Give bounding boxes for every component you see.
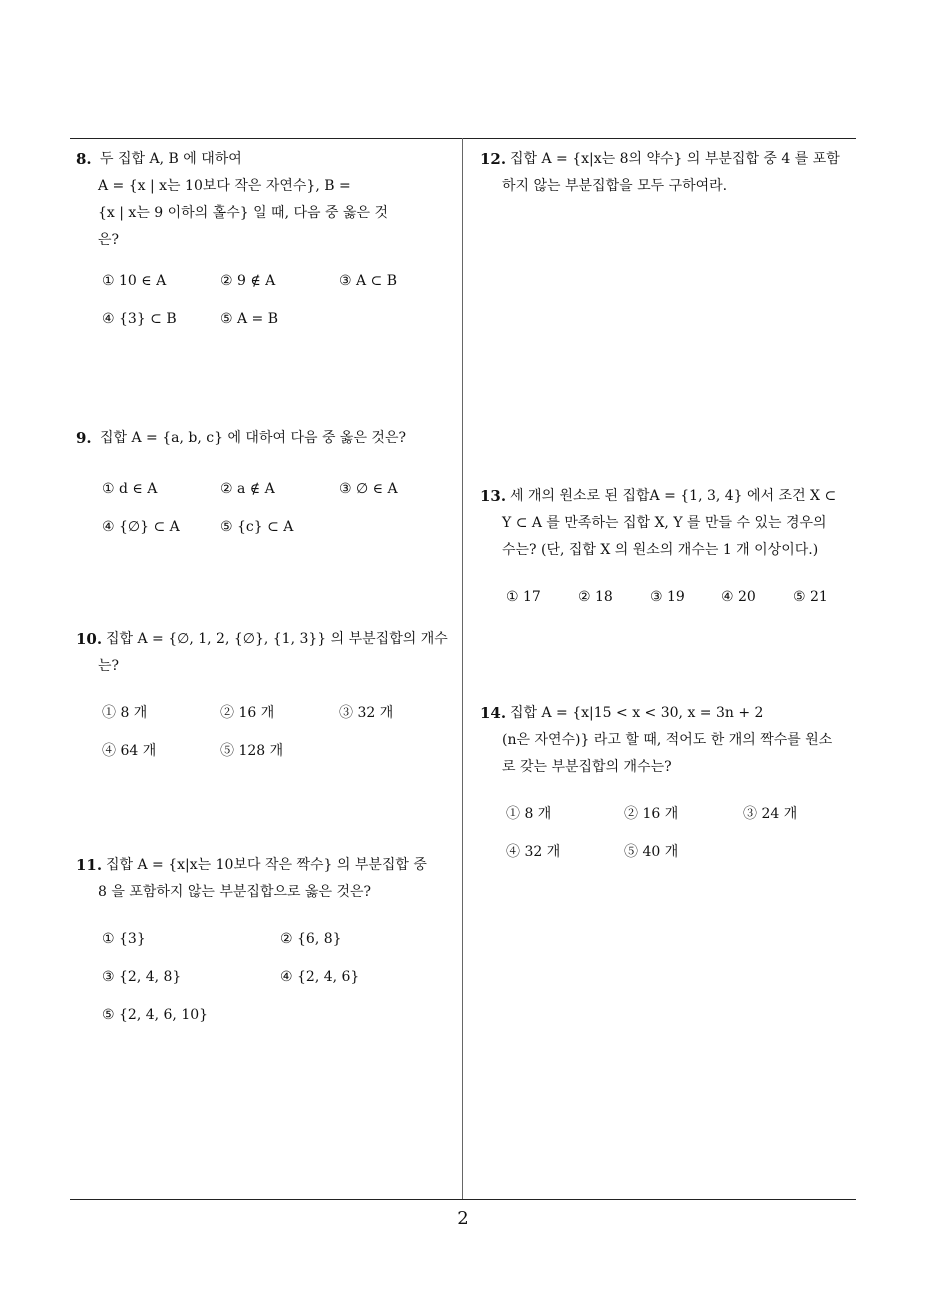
- option-2[interactable]: ② 16 개: [624, 806, 679, 822]
- option-5[interactable]: ⑤ 40 개: [624, 844, 679, 860]
- answer-options: [76, 476, 456, 552]
- option-1[interactable]: ① 8 개: [506, 806, 552, 822]
- question-line: 집합 A = {a, b, c} 에 대하여 다음 중 옳은 것은?: [100, 430, 406, 446]
- question-line: 세 개의 원소로 된 집합A = {1, 3, 4} 에서 조건 X ⊂: [510, 488, 837, 504]
- option-4[interactable]: ④ {∅} ⊂ A: [102, 519, 180, 535]
- answer-options: [480, 801, 860, 877]
- option-5[interactable]: ⑤ 21: [793, 589, 828, 605]
- option-1[interactable]: ① {3}: [102, 931, 146, 947]
- column-divider: [462, 138, 463, 1200]
- answer-options: [76, 268, 456, 344]
- answer-options: [480, 584, 860, 622]
- question-number: 11.: [76, 856, 103, 874]
- question-line: 로 갖는 부분집합의 개수는?: [502, 759, 672, 775]
- question-9: [76, 425, 456, 552]
- option-5[interactable]: ⑤ 128 개: [220, 743, 284, 759]
- question-14: [480, 700, 860, 877]
- question-number: 9.: [76, 429, 92, 447]
- option-3[interactable]: ③ 24 개: [743, 806, 798, 822]
- option-2[interactable]: ② 18: [578, 589, 613, 605]
- question-line: {x | x는 9 이하의 홀수} 일 때, 다음 중 옳은 것: [98, 205, 388, 221]
- question-line: 두 집합 A, B 에 대하여: [100, 151, 242, 167]
- question-number: 8.: [76, 150, 92, 168]
- option-2[interactable]: ② 16 개: [220, 705, 275, 721]
- question-13: [480, 483, 860, 622]
- option-1[interactable]: ① 17: [506, 589, 541, 605]
- question-line: 수는? (단, 집합 X 의 원소의 개수는 1 개 이상이다.): [502, 542, 819, 558]
- option-3[interactable]: ③ 32 개: [339, 705, 394, 721]
- question-line: (n은 자연수)} 라고 할 때, 적어도 한 개의 짝수를 원소: [502, 732, 833, 748]
- option-3[interactable]: ③ ∅ ∈ A: [339, 481, 398, 497]
- option-3[interactable]: ③ 19: [650, 589, 685, 605]
- question-line: 집합 A = {x|x는 8의 약수} 의 부분집합 중 4 를 포함: [510, 151, 840, 167]
- option-3[interactable]: ③ A ⊂ B: [339, 273, 398, 289]
- option-5[interactable]: ⑤ A = B: [220, 311, 279, 327]
- question-10: [76, 626, 456, 776]
- option-4[interactable]: ④ {2, 4, 6}: [280, 969, 360, 985]
- question-line: A = {x | x는 10보다 작은 자연수}, B =: [98, 178, 351, 194]
- option-4[interactable]: ④ 32 개: [506, 844, 561, 860]
- answer-options: [76, 700, 456, 776]
- question-8: [76, 146, 456, 344]
- option-5[interactable]: ⑤ {2, 4, 6, 10}: [102, 1007, 209, 1023]
- answer-options: [76, 926, 456, 1040]
- question-line: 는?: [98, 658, 120, 674]
- question-number: 12.: [480, 150, 507, 168]
- option-1[interactable]: ① 8 개: [102, 705, 148, 721]
- question-line: 8 을 포함하지 않는 부분집합으로 옳은 것은?: [98, 884, 372, 900]
- question-number: 10.: [76, 630, 103, 648]
- question-number: 14.: [480, 704, 507, 722]
- question-line: 집합 A = {x|x는 10보다 작은 짝수} 의 부분집합 중: [106, 857, 427, 873]
- option-2[interactable]: ② {6, 8}: [280, 931, 342, 947]
- question-line: 집합 A = {x|15 < x < 30, x = 3n + 2: [510, 705, 764, 721]
- option-3[interactable]: ③ {2, 4, 8}: [102, 969, 182, 985]
- question-line: 은?: [98, 232, 120, 248]
- question-number: 13.: [480, 487, 507, 505]
- question-12: [480, 146, 860, 200]
- option-4[interactable]: ④ 64 개: [102, 743, 157, 759]
- question-line: 집합 A = {∅, 1, 2, {∅}, {1, 3}} 의 부분집합의 개수: [106, 631, 448, 647]
- question-line: Y ⊂ A 를 만족하는 집합 X, Y 를 만들 수 있는 경우의: [502, 515, 827, 531]
- top-rule: [70, 138, 856, 139]
- option-4[interactable]: ④ 20: [721, 589, 756, 605]
- bottom-rule: [70, 1199, 856, 1200]
- question-line: 하지 않는 부분집합을 모두 구하여라.: [502, 178, 728, 194]
- question-11: [76, 852, 456, 1040]
- option-5[interactable]: ⑤ {c} ⊂ A: [220, 519, 294, 535]
- option-2[interactable]: ② a ∉ A: [220, 481, 275, 497]
- option-1[interactable]: ① 10 ∈ A: [102, 273, 167, 289]
- option-4[interactable]: ④ {3} ⊂ B: [102, 311, 177, 327]
- option-1[interactable]: ① d ∈ A: [102, 481, 158, 497]
- option-2[interactable]: ② 9 ∉ A: [220, 273, 276, 289]
- page-number: 2: [457, 1208, 469, 1229]
